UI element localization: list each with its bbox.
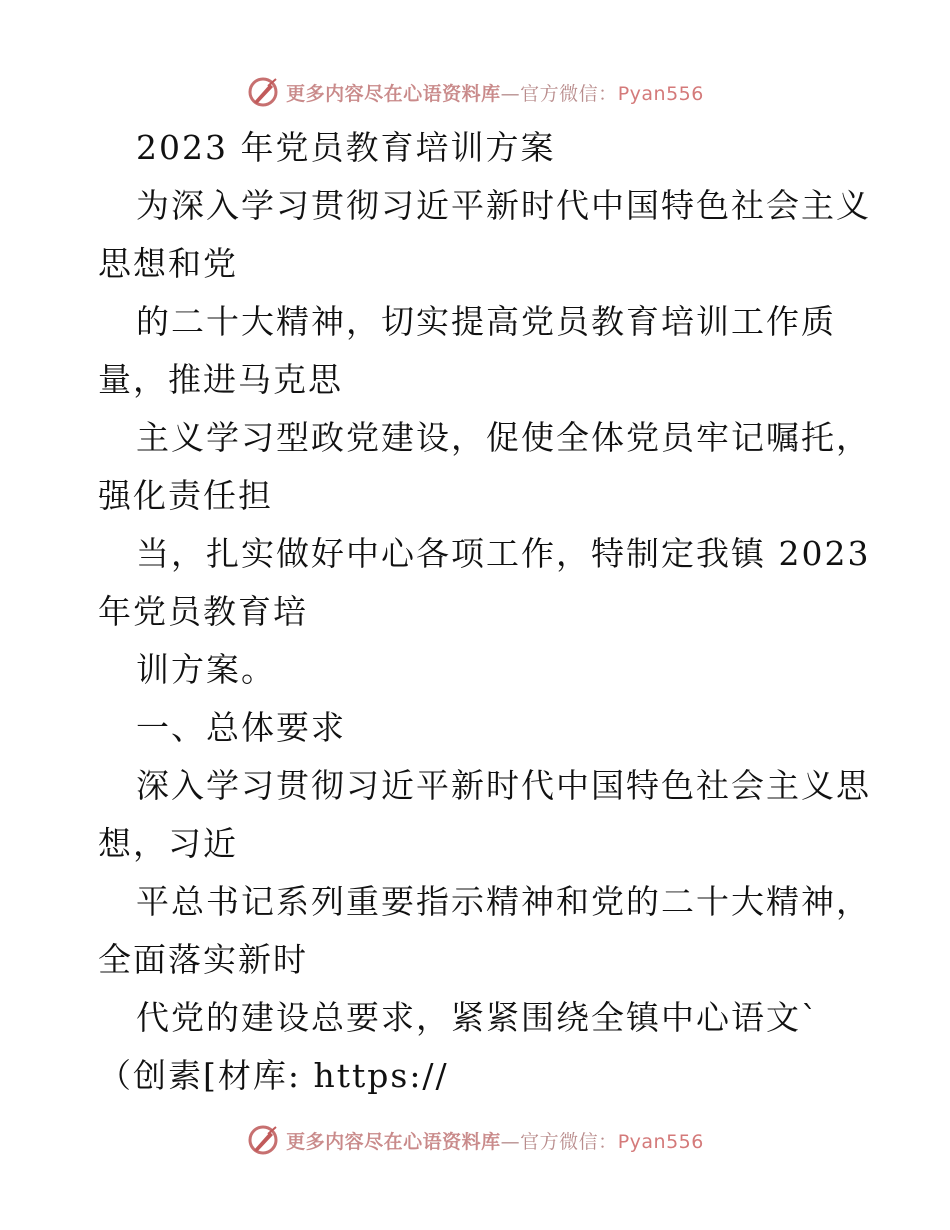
- text-line: （创素[材库: https://: [98, 1056, 449, 1095]
- text-line: 思想和党: [98, 244, 238, 283]
- text-line: 代党的建设总要求，紧紧围绕全镇中心语文`: [136, 998, 820, 1037]
- text-line: 主义学习型政党建设，促使全体党员牢记嘱托，: [136, 418, 871, 457]
- watermark-dash: —: [500, 82, 521, 105]
- text-line: 年党员教育培: [98, 592, 308, 631]
- feather-pen-logo-icon: [246, 1123, 280, 1157]
- text-line: 量，推进马克思: [98, 360, 343, 399]
- text-line: 当，扎实做好中心各项工作，特制定我镇 2023: [136, 534, 871, 573]
- text-line: 想，习近: [98, 824, 238, 863]
- watermark-wechat-label: 官方微信：: [520, 1130, 618, 1153]
- watermark-dash: —: [500, 1130, 521, 1153]
- text-line: 为深入学习贯彻习近平新时代中国特色社会主义: [136, 186, 871, 225]
- watermark-site-name: 更多内容尽在心语资料库: [286, 82, 501, 105]
- watermark-footer: [0, 1120, 950, 1160]
- text-line: 平总书记系列重要指示精神和党的二十大精神，: [136, 882, 871, 921]
- watermark-site-name: 更多内容尽在心语资料库: [286, 1130, 501, 1153]
- watermark-wechat-id: Pyan556: [617, 1130, 704, 1153]
- feather-pen-logo-icon: [246, 75, 280, 109]
- section-heading: 一、总体要求: [136, 708, 346, 747]
- text-line: 深入学习贯彻习近平新时代中国特色社会主义思: [136, 766, 871, 805]
- watermark-header: [0, 72, 950, 112]
- text-line: 全面落实新时: [98, 940, 308, 979]
- text-line: 的二十大精神，切实提高党员教育培训工作质: [136, 302, 836, 341]
- document-title: 2023 年党员教育培训方案: [136, 128, 556, 167]
- watermark-wechat-id: Pyan556: [617, 82, 704, 105]
- text-line: 训方案。: [136, 650, 276, 689]
- text-line: 强化责任担: [98, 476, 273, 515]
- watermark-wechat-label: 官方微信：: [520, 82, 618, 105]
